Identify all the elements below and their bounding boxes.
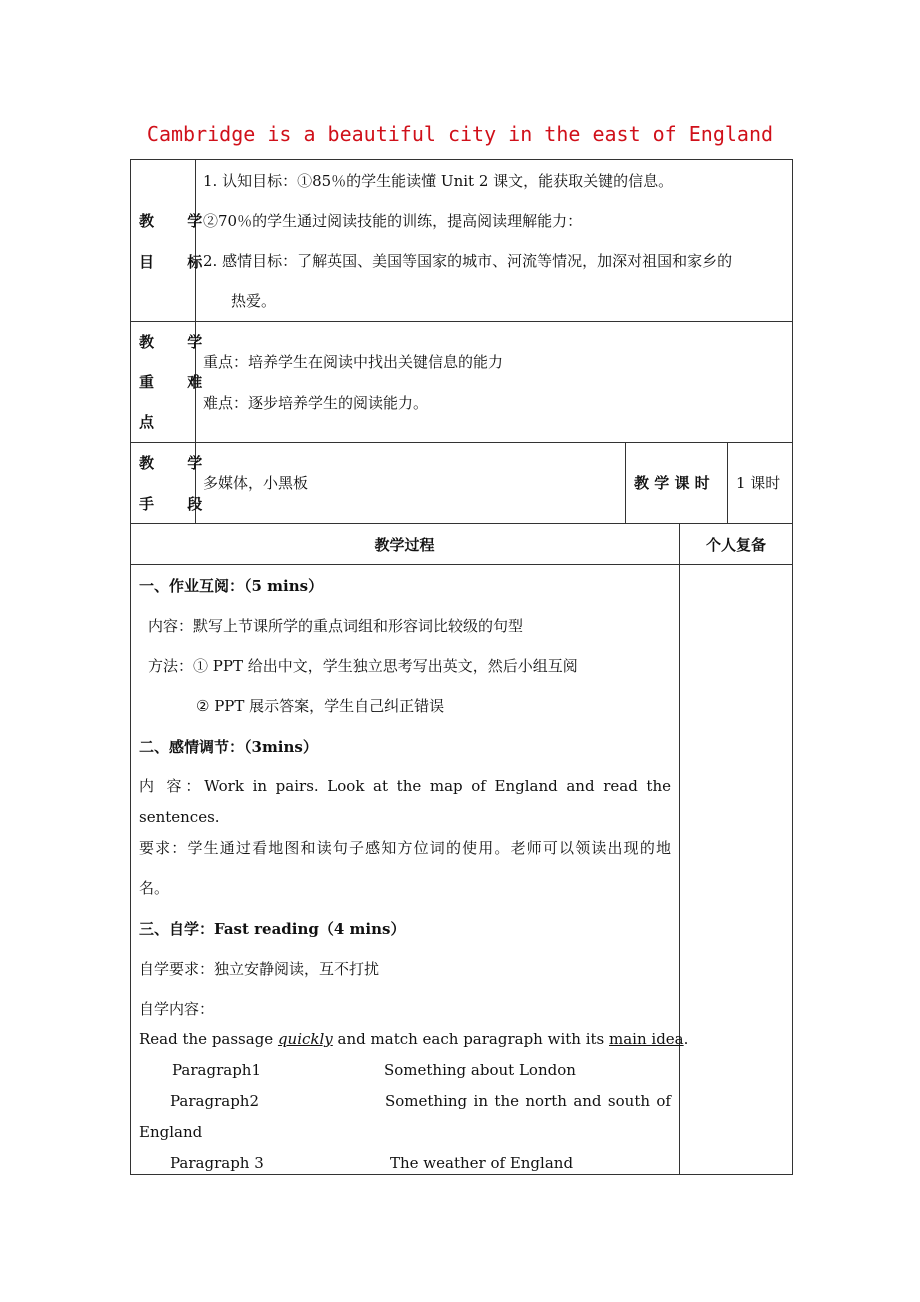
means-label: 教 学 [139, 454, 217, 472]
hours-label: 教 学 课 时 [634, 474, 710, 492]
column-divider [625, 442, 626, 523]
reading-instruction [139, 1029, 688, 1049]
key-points-label: 重 难 [139, 373, 217, 391]
row-divider [130, 523, 793, 524]
paragraph-label: Paragraph2 [170, 1092, 259, 1110]
instruction-emphasis: main idea [609, 1030, 684, 1048]
objective-line: ②70％的学生通过阅读技能的训练，提高阅读理解能力： [203, 212, 583, 230]
key-points-label: 教 学 [139, 333, 217, 351]
hours-value: 1 课时 [736, 474, 781, 492]
section-text: ② PPT 展示答案，学生自己纠正错误 [196, 697, 445, 715]
column-divider [679, 523, 680, 1175]
key-points-label: 点 [139, 413, 155, 431]
paragraph-idea: England [139, 1123, 203, 1141]
instruction-text: . [683, 1030, 689, 1048]
section-text: 内容：默写上节课所学的重点词组和形容词比较级的句型 [148, 617, 524, 635]
means-label: 手 段 [139, 495, 217, 513]
objective-line: 2. 感情目标：了解英国、美国等国家的城市、河流等情况，加深对祖国和家乡的 [203, 252, 733, 270]
page-title: Cambridge is a beautiful city in the east of England [146, 122, 774, 146]
paragraph-idea: Something in the north and south of [385, 1092, 671, 1110]
section-text: 要求：学生通过看地图和读句子感知方位词的使用。老师可以领读出现的地 [139, 839, 671, 857]
paragraph-label: Paragraph 3 [170, 1154, 264, 1172]
row-divider [130, 564, 793, 565]
paragraph-label: Paragraph1 [172, 1061, 261, 1079]
section-text: 自学要求：独立安静阅读，互不打扰 [139, 960, 380, 978]
paragraph-idea: Something about London [384, 1061, 576, 1079]
objective-line: 热爱。 [231, 292, 277, 310]
section-title: 三、自学：Fast reading（4 mins） [139, 920, 406, 938]
section-text: 方法：① PPT 给出中文，学生独立思考写出英文，然后小组互阅 [148, 657, 578, 675]
instruction-emphasis: quickly [277, 1030, 333, 1048]
row-divider [130, 321, 793, 322]
process-header: 教学过程 [374, 536, 435, 554]
instruction-text: Read the passage [139, 1030, 278, 1048]
column-divider [727, 442, 728, 523]
key-point-focus: 重点：培养学生在阅读中找出关键信息的能力 [203, 353, 504, 371]
row-divider [130, 442, 793, 443]
objectives-label: 教 学 [139, 212, 217, 230]
personal-header: 个人复备 [705, 536, 766, 554]
objectives-label: 目 标 [139, 253, 217, 271]
section-text: 名。 [139, 879, 170, 897]
section-text: 自学内容： [139, 1000, 215, 1018]
objective-line: 1. 认知目标：①85％的学生能读懂 Unit 2 课文，能获取关键的信息。 [203, 172, 674, 190]
means-value: 多媒体，小黑板 [203, 474, 309, 492]
paragraph-idea: The weather of England [390, 1154, 574, 1172]
section-title: 二、感情调节：（3mins） [139, 738, 318, 756]
section-text: sentences. [139, 808, 220, 826]
key-point-difficulty: 难点：逐步培养学生的阅读能力。 [203, 394, 429, 412]
instruction-text: and match each paragraph with its [332, 1030, 609, 1048]
section-title: 一、作业互阅：（5 mins） [139, 577, 324, 595]
section-text: 内 容：Work in pairs. Look at the map of England and read the [139, 777, 671, 795]
